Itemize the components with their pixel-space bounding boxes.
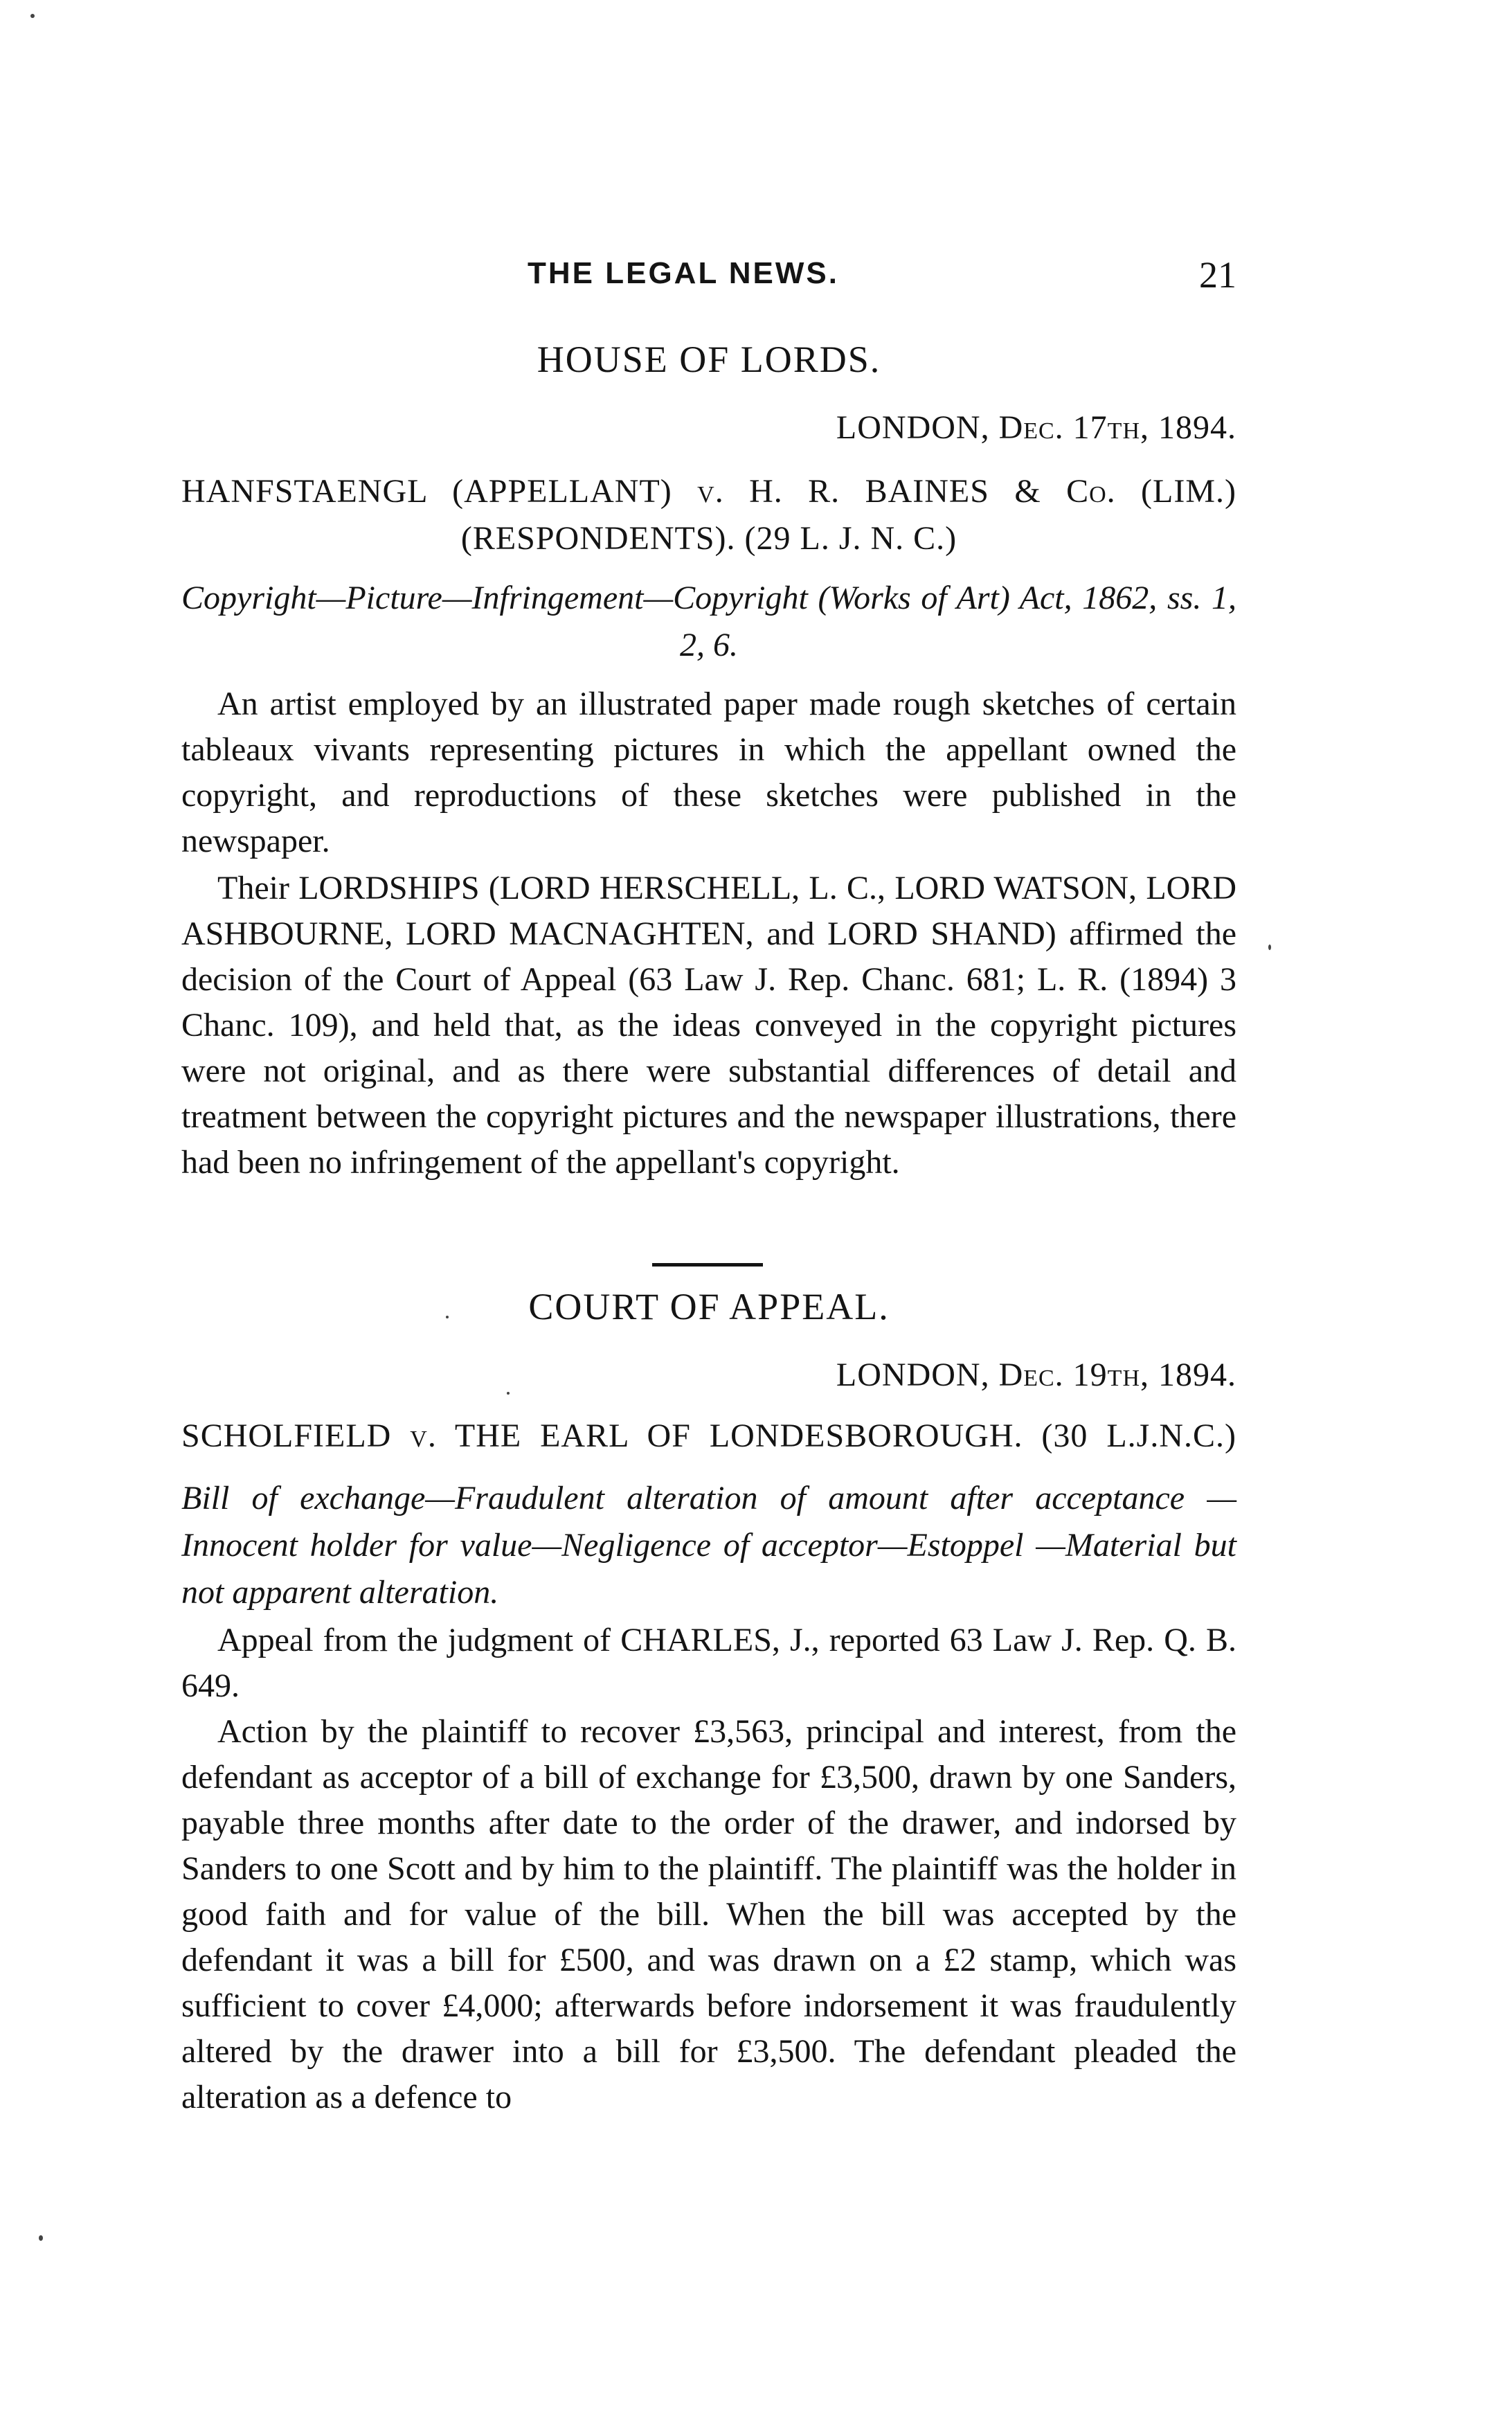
- paragraph: Action by the plaintiff to recover £3,563, principal and interest, from the defendant as acceptor of a bill of exchange for £3,500, drawn by one Sanders, payable three months after date to the order of the drawer, and indorsed by Sanders to one Scott and by him to the plaintiff. The plaintiff was the holder in good faith and for value of the bill. When the bill was accepted by the defendant it was a bill for £500, and was drawn on a £2 stamp, which was sufficient to cover £4,000; afterwards before indorsement it was fraudulently altered by the drawer into a bill for £3,500. The defendant pleaded the alteration as a defence to: [181, 1713, 1236, 2115]
- headnote: Copyright—Picture—Infringement—Copyright (Works of Art) Act, 1862, ss. 1, 2, 6.: [181, 580, 1236, 663]
- paragraph: An artist employed by an illustrated paper made rough sketches of certain tableaux vivants representing pictures in which the appellant owned the copyright, and reproductions of these sketches were published in the newspaper.: [181, 686, 1236, 859]
- page-number: 21: [1199, 254, 1236, 296]
- section-divider: [652, 1263, 763, 1267]
- running-header: [181, 256, 1236, 298]
- section-heading-house-of-lords: HOUSE OF LORDS.: [537, 339, 881, 380]
- running-title: THE LEGAL NEWS.: [528, 256, 839, 290]
- dateline: LONDON, Dec. 17th, 1894.: [836, 409, 1236, 446]
- headnote: Bill of exchange—Fraudulent alteration of amount after acceptance —Innocent holder for value—Negligence of acceptor—Estoppel —Material but not apparent alteration.: [181, 1480, 1236, 1611]
- paragraph: Appeal from the judgment of CHARLES, J., reported 63 Law J. Rep. Q. B. 649.: [181, 1622, 1236, 1704]
- case-title: HANFSTAENGL (APPELLANT) v. H. R. BAINES & Co. (LIM.) (RESPONDENTS). (29 L. J. N. C.): [181, 473, 1236, 557]
- section-heading-court-of-appeal: COURT OF APPEAL.: [528, 1286, 890, 1327]
- case-title: SCHOLFIELD v. THE EARL OF LONDESBOROUGH. (30 L.J.N.C.): [181, 1417, 1236, 1454]
- dateline: LONDON, Dec. 19th, 1894.: [836, 1357, 1236, 1393]
- paragraph: Their LORDSHIPS (LORD HERSCHELL, L. C., LORD WATSON, LORD ASHBOURNE, LORD MACNAGHTEN, and LORD SHAND) affirmed the decision of the Court of Appeal (63 Law J. Rep. Chanc. 681; L. R. (1894) 3 Chanc. 109), and held that, as the ideas conveyed in the copyright pictures were not original, and as there were substantial differences of detail and treatment between the copyright pictures and the newspaper illustrations, there had been no infringement of the appellant's copyright.: [181, 870, 1236, 1181]
